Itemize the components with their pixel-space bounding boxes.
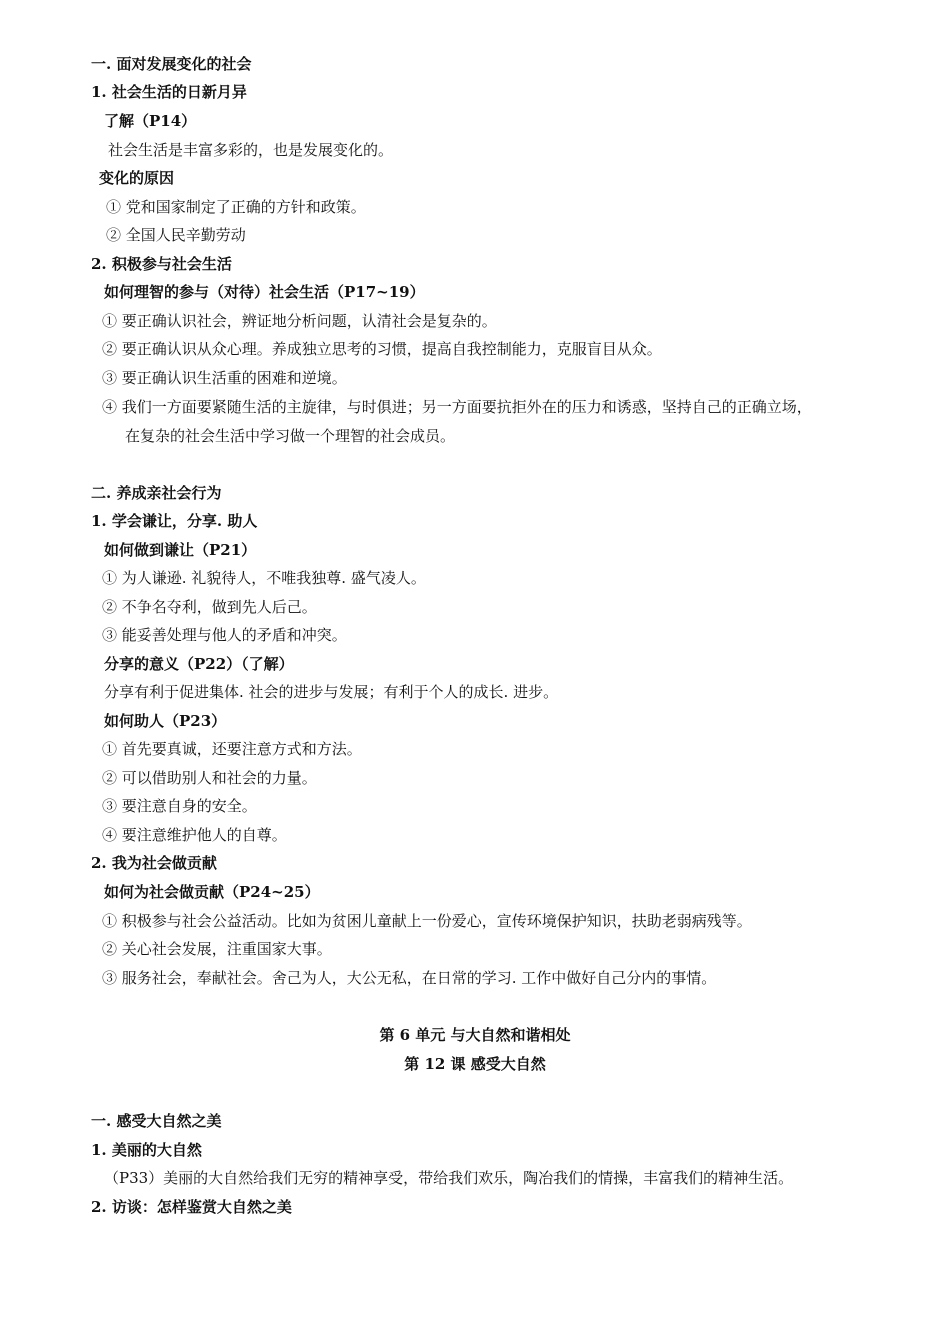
list-item: ② 全国人民辛勤劳动 xyxy=(106,226,246,244)
question-title: 如何助人（P23） xyxy=(104,712,227,730)
subsection-title: 1. 社会生活的日新月异 xyxy=(91,83,247,101)
lesson-title: 第 12 课 感受大自然 xyxy=(404,1055,546,1073)
list-item: ① 积极参与社会公益活动。比如为贫困儿童献上一份爱心，宣传环境保护知识，扶助老弱病残等。 xyxy=(102,912,752,930)
list-item: ④ 要注意维护他人的自尊。 xyxy=(102,826,287,844)
subsection-title: 2. 我为社会做贡献 xyxy=(91,854,217,872)
body-text: 分享有利于促进集体. 社会的进步与发展；有利于个人的成长. 进步。 xyxy=(104,683,559,701)
question-title: 如何为社会做贡献（P24~25） xyxy=(104,883,320,901)
list-item: ② 不争名夺利，做到先人后己。 xyxy=(102,598,317,616)
question-title: 如何理智的参与（对待）社会生活（P17~19） xyxy=(104,283,425,301)
list-item: ③ 要正确认识生活重的困难和逆境。 xyxy=(102,369,347,387)
list-item: ③ 服务社会，奉献社会。舍己为人，大公无私，在日常的学习. 工作中做好自己分内的事情。 xyxy=(102,969,717,987)
list-item: ① 要正确认识社会，辨证地分析问题，认清社会是复杂的。 xyxy=(102,312,497,330)
list-item: ③ 能妥善处理与他人的矛盾和冲突。 xyxy=(102,626,347,644)
list-item: ② 可以借助别人和社会的力量。 xyxy=(102,769,317,787)
subsection-title: 1. 学会谦让，分享. 助人 xyxy=(91,512,258,530)
subsection-title: 1. 美丽的大自然 xyxy=(91,1141,202,1159)
list-item: ① 党和国家制定了正确的方针和政策。 xyxy=(106,198,366,216)
unit-title: 第 6 单元 与大自然和谐相处 xyxy=(379,1026,571,1044)
section-heading: 一. 感受大自然之美 xyxy=(91,1112,222,1130)
question-title: 分享的意义（P22）（了解） xyxy=(104,655,294,673)
question-title: 如何做到谦让（P21） xyxy=(104,541,257,559)
list-item: ① 为人谦逊. 礼貌待人，不唯我独尊. 盛气凌人。 xyxy=(102,569,426,587)
list-item: ② 关心社会发展，注重国家大事。 xyxy=(102,940,332,958)
subsection-title: 2. 访谈：怎样鉴赏大自然之美 xyxy=(91,1198,292,1216)
subsection-title: 2. 积极参与社会生活 xyxy=(91,255,232,273)
section-heading: 二. 养成亲社会行为 xyxy=(91,484,222,502)
list-item: ④ 我们一方面要紧随生活的主旋律，与时俱进；另一方面要抗拒外在的压力和诱惑，坚持自己的正确立场， xyxy=(102,398,812,416)
body-text: （P33）美丽的大自然给我们无穷的精神享受，带给我们欢乐，陶冶我们的情操，丰富我们的精神生活。 xyxy=(104,1169,794,1187)
list-item: ② 要正确认识从众心理。养成独立思考的习惯，提高自我控制能力，克服盲目从众。 xyxy=(102,340,662,358)
body-text: 社会生活是丰富多彩的，也是发展变化的。 xyxy=(108,141,394,159)
list-item-continuation: 在复杂的社会生活中学习做一个理智的社会成员。 xyxy=(125,427,456,445)
list-item: ③ 要注意自身的安全。 xyxy=(102,797,257,815)
question-title: 了解（P14） xyxy=(104,112,197,130)
section-heading: 一. 面对发展变化的社会 xyxy=(91,55,252,73)
list-item: ① 首先要真诚，还要注意方式和方法。 xyxy=(102,740,362,758)
question-title: 变化的原因 xyxy=(99,169,175,187)
